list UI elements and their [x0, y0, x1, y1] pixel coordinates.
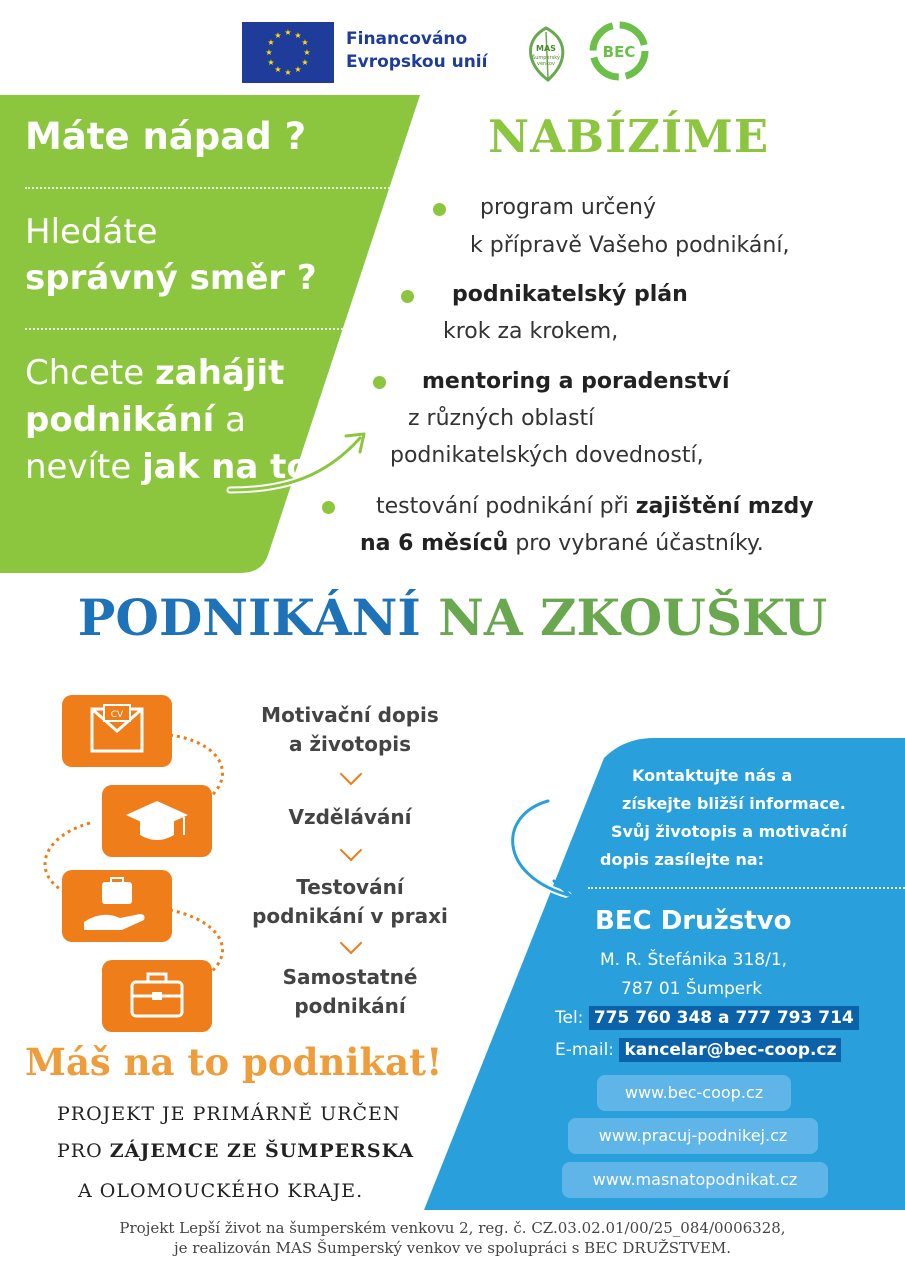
- main-title-part1: PODNIKÁNÍ: [77, 588, 421, 647]
- graduation-cap-icon: [102, 785, 212, 857]
- project-line1: PROJEKT JE PRIMÁRNĚ URČEN: [57, 1103, 401, 1125]
- bullet-icon: [373, 376, 386, 389]
- svg-text:★: ★: [274, 65, 282, 74]
- offer-item4-line2: [360, 526, 764, 562]
- offer-item2-line2: krok za krokem,: [443, 319, 619, 344]
- offer-item4-text: testování podnikání při: [376, 494, 636, 519]
- email-label: E-mail:: [555, 1040, 615, 1060]
- company-name: BEC Družstvo: [595, 906, 792, 936]
- eu-funding-text: [346, 28, 487, 74]
- svg-text:★: ★: [301, 38, 309, 47]
- phone-numbers[interactable]: [589, 1006, 859, 1030]
- step-1-line2: a životopis: [288, 732, 412, 756]
- q3-bold: jak na to ?: [142, 447, 342, 487]
- briefcase-icon: [102, 960, 212, 1032]
- project-line2-text: PRO: [57, 1140, 110, 1162]
- question-direction-line2: správný směr ?: [25, 258, 317, 298]
- hand-briefcase-icon: [62, 870, 172, 942]
- svg-text:★: ★: [294, 65, 302, 74]
- contact-head2: získejte bližší informace.: [622, 794, 846, 813]
- bec-logo: [588, 20, 650, 82]
- url-masnatopodnikat[interactable]: www.masnatopodnikat.cz: [562, 1162, 828, 1198]
- eu-text-line2: Evropskou unií: [346, 52, 488, 72]
- main-title-part2: NA ZKOUŠKU: [438, 588, 828, 647]
- svg-text:★: ★: [301, 58, 309, 67]
- svg-text:★: ★: [267, 58, 275, 67]
- step-2-line1: Vzdělávání: [288, 805, 412, 829]
- curved-arrow-icon: [488, 795, 588, 915]
- offer-title: NABÍZÍME: [488, 110, 770, 163]
- offer-item4-text: pro vybrané účastníky.: [508, 531, 764, 556]
- step-3-line1: Testování: [296, 875, 404, 899]
- offer-item3-line3: podnikatelských dovedností,: [390, 443, 704, 468]
- dotted-divider: [25, 187, 390, 189]
- contact-head4: dopis zasílejte na:: [600, 850, 765, 869]
- offer-item4-bold: na 6 měsíců: [360, 531, 509, 556]
- svg-text:★: ★: [294, 31, 302, 40]
- step-box-cv: [62, 695, 172, 767]
- q3-text: Chcete: [25, 353, 155, 393]
- svg-text:★: ★: [303, 48, 311, 57]
- url-bec-coop[interactable]: www.bec-coop.cz: [597, 1075, 791, 1111]
- svg-text:★: ★: [284, 68, 292, 77]
- green-question-panel: [0, 95, 420, 573]
- offer-item4-line1: [376, 489, 814, 525]
- phone-label: Tel:: [555, 1008, 584, 1028]
- offer-item2-line1: [452, 277, 688, 313]
- offer-item4-bold: zajištění mzdy: [635, 494, 814, 519]
- main-title: [0, 588, 905, 647]
- phone-line: [555, 1008, 859, 1028]
- offer-item1-line1: program určený: [480, 195, 656, 220]
- curved-arrow-icon: [226, 426, 371, 498]
- offer-item1-line2: k přípravě Vašeho podnikání,: [470, 233, 790, 258]
- offer-item3-line1: [422, 364, 729, 400]
- footer-line2: je realizován MAS Šumperský venkov ve spolupráci s BEC DRUŽSTVEM.: [174, 1239, 731, 1257]
- step-box-independent: [102, 960, 212, 1032]
- footer-line1: Projekt Lepší život na šumperském venkovu 2, reg. č. CZ.03.02.01/00/25_084/0006328,: [119, 1219, 786, 1237]
- email-line: [555, 1040, 841, 1060]
- chevron-down-icon: [340, 839, 363, 862]
- phone-number-2[interactable]: 777 793 714: [735, 1008, 854, 1028]
- step-box-testing: [62, 870, 172, 942]
- offer-item3-line2: z různých oblastí: [408, 406, 595, 431]
- mas-leaf-logo: [518, 24, 574, 84]
- svg-text:MAS: MAS: [536, 44, 556, 53]
- q3-text: a nevíte: [25, 400, 246, 487]
- project-line2-bold: ZÁJEMCE ZE ŠUMPERSKA: [109, 1140, 415, 1162]
- bullet-icon: [433, 203, 446, 216]
- dotted-divider: [25, 328, 347, 330]
- step-1-line1: Motivační dopis: [261, 703, 439, 727]
- svg-text:★: ★: [265, 48, 273, 57]
- q3-bold: zahájit podnikání: [25, 353, 285, 440]
- svg-text:★: ★: [274, 31, 282, 40]
- phone-and: a: [718, 1008, 730, 1028]
- contact-head1: Kontaktujte nás a: [632, 766, 793, 785]
- step-4-line2: podnikání: [294, 994, 406, 1018]
- step-box-education: [102, 785, 212, 857]
- step-3-line2: podnikání v praxi: [252, 904, 448, 928]
- address-city: 787 01 Šumperk: [621, 979, 763, 999]
- svg-text:CV: CV: [110, 710, 124, 720]
- svg-text:★: ★: [267, 38, 275, 47]
- eu-text-line1: Financováno: [346, 29, 468, 49]
- question-idea: Máte nápad ?: [25, 115, 307, 158]
- chevron-down-icon: [340, 932, 363, 955]
- project-line2: [57, 1140, 414, 1162]
- bullet-icon: [322, 501, 335, 514]
- step-4-line1: Samostatné: [282, 965, 418, 989]
- svg-text:BEC: BEC: [602, 43, 636, 61]
- url-pracuj-podnikej[interactable]: www.pracuj-podnikej.cz: [568, 1118, 818, 1154]
- svg-text:Šumperský: Šumperský: [532, 55, 560, 61]
- bullet-icon: [401, 290, 414, 303]
- offer-item3-bold: mentoring a poradenství: [422, 369, 730, 394]
- footer-note: [0, 1218, 905, 1258]
- envelope-cv-icon: [62, 695, 172, 767]
- address-street: M. R. Štefánika 318/1,: [600, 950, 788, 970]
- svg-text:★: ★: [284, 28, 292, 37]
- email-link[interactable]: kancelar@bec-coop.cz: [619, 1038, 841, 1062]
- project-line3: A OLOMOUCKÉHO KRAJE.: [78, 1180, 364, 1202]
- phone-number-1[interactable]: 775 760 348: [593, 1008, 713, 1028]
- contact-head3: Svůj životopis a motivační: [611, 822, 848, 841]
- eu-flag-logo: [242, 22, 334, 83]
- dotted-divider: [588, 887, 905, 889]
- chevron-down-icon: [340, 763, 363, 786]
- offer-item2-bold: podnikatelský plán: [452, 282, 688, 307]
- question-direction-line1: Hledáte: [25, 212, 158, 252]
- svg-text:venkov: venkov: [537, 61, 555, 67]
- slogan: Máš na to podnikat!: [25, 1040, 443, 1084]
